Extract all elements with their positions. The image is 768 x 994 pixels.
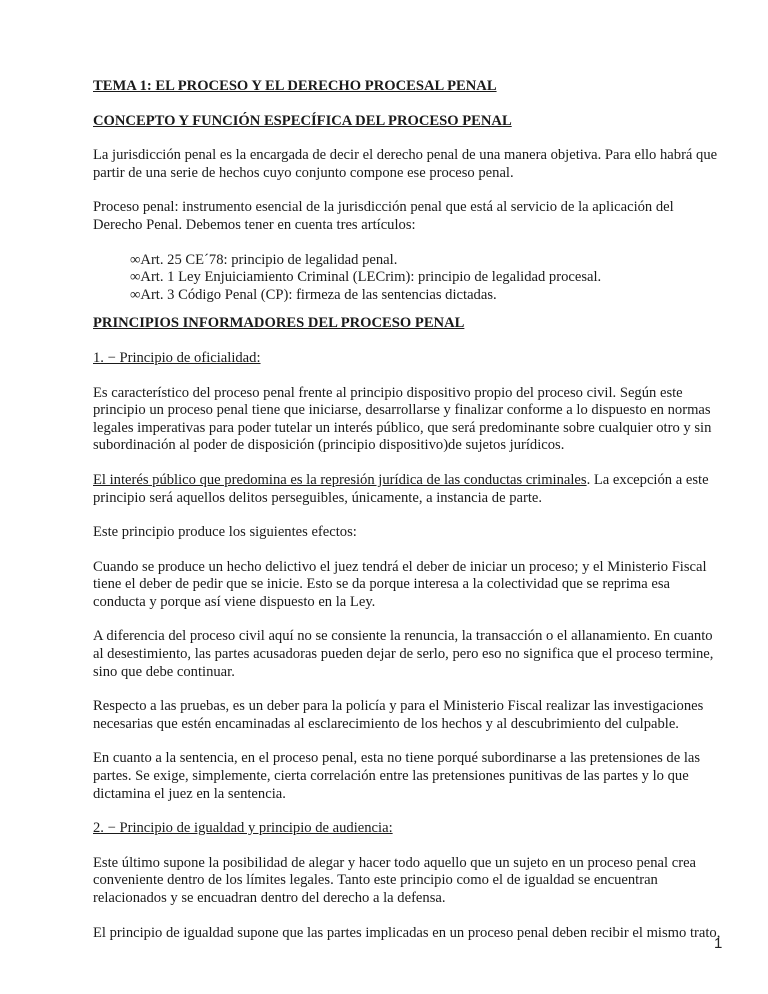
list-item: ∞Art. 25 CE´78: principio de legalidad penal.	[130, 251, 398, 268]
infinity-bullet-icon: ∞	[130, 286, 141, 303]
infinity-bullet-icon: ∞	[130, 269, 141, 286]
paragraph: El principio de igualdad supone que las partes implicadas en un proceso penal deben recibir el mismo trato,	[93, 924, 721, 941]
paragraph: El interés público que predomina es la represión jurídica de las conductas criminales. La excepción a este principio será aquellos delitos perseguibles, únicamente, a instancia de parte.	[93, 471, 709, 506]
paragraph: A diferencia del proceso civil aquí no se consiente la renuncia, la transacción o el allanamiento. En cuanto al desestimiento, las partes acusadoras pueden dejar de serlo, pero eso no significa que el proceso termine, sino que debe continuar.	[93, 628, 714, 680]
paragraph: Cuando se produce un hecho delictivo el juez tendrá el deber de iniciar un proceso; y el Ministerio Fiscal tiene el deber de pedir que se inicie. Esto se da porque interesa a la colectividad que se reprima esa conducta y porque así viene dispuesto en la Ley.	[93, 558, 707, 610]
paragraph: En cuanto a la sentencia, en el proceso penal, esta no tiene porqué subordinarse a las pretensiones de las partes. Se exige, simplemente, cierta correlación entre las pretensiones punitivas de las partes y lo que dictamina el juez en la sentencia.	[93, 750, 701, 802]
list-item: ∞Art. 3 Código Penal (CP): firmeza de las sentencias dictadas.	[130, 286, 497, 303]
section-heading-principios: PRINCIPIOS INFORMADORES DEL PROCESO PENAL	[93, 315, 465, 332]
list-item: ∞Art. 1 Ley Enjuiciamiento Criminal (LECrim): principio de legalidad procesal.	[130, 269, 602, 286]
subheading-oficialidad: 1. − Principio de oficialidad:	[93, 349, 261, 366]
infinity-bullet-icon: ∞	[130, 251, 141, 268]
paragraph: Este último supone la posibilidad de alegar y hacer todo aquello que un sujeto en un proceso penal crea conveniente dentro de los límites legales. Tanto este principio como el de igualdad se encuentran relacionados y se encuadran dentro del derecho a la defensa.	[93, 854, 697, 906]
underlined-statement: El interés público que predomina es la represión jurídica de las conductas criminales	[93, 471, 587, 488]
document-page	[93, 78, 725, 959]
paragraph: La jurisdicción penal es la encargada de decir el derecho penal de una manera objetiva. Para ello habrá que partir de una serie de hechos cuyo conjunto compone ese proceso penal.	[93, 147, 718, 181]
articles-list	[93, 252, 725, 305]
paragraph: Es característico del proceso penal frente al principio dispositivo propio del proceso civil. Según este principio un proceso penal tiene que iniciarse, desarrollarse y finalizar conforme a lo dispuesto en normas legales imperativas para poder tutelar un interés público, que será predominante sobre cualquier otro y sin subordinación al poder de disposición (principio dispositivo)de sujetos jurídicos.	[93, 384, 712, 454]
section-heading-concepto: CONCEPTO Y FUNCIÓN ESPECÍFICA DEL PROCESO PENAL	[93, 112, 512, 129]
document-title: TEMA 1: EL PROCESO Y EL DERECHO PROCESAL PENAL	[93, 78, 497, 94]
page-number: 1	[714, 935, 723, 952]
paragraph: Respecto a las pruebas, es un deber para la policía y para el Ministerio Fiscal realizar las investigaciones necesarias que estén encaminadas al esclarecimiento de los hechos y al descubrimiento del culpable.	[93, 698, 704, 732]
paragraph: Proceso penal: instrumento esencial de la jurisdicción penal que está al servicio de la aplicación del Derecho Penal. Debemos tener en cuenta tres artículos:	[93, 199, 674, 233]
paragraph: Este principio produce los siguientes efectos:	[93, 524, 357, 541]
subheading-igualdad-audiencia: 2. − Principio de igualdad y principio de audiencia:	[93, 820, 393, 837]
